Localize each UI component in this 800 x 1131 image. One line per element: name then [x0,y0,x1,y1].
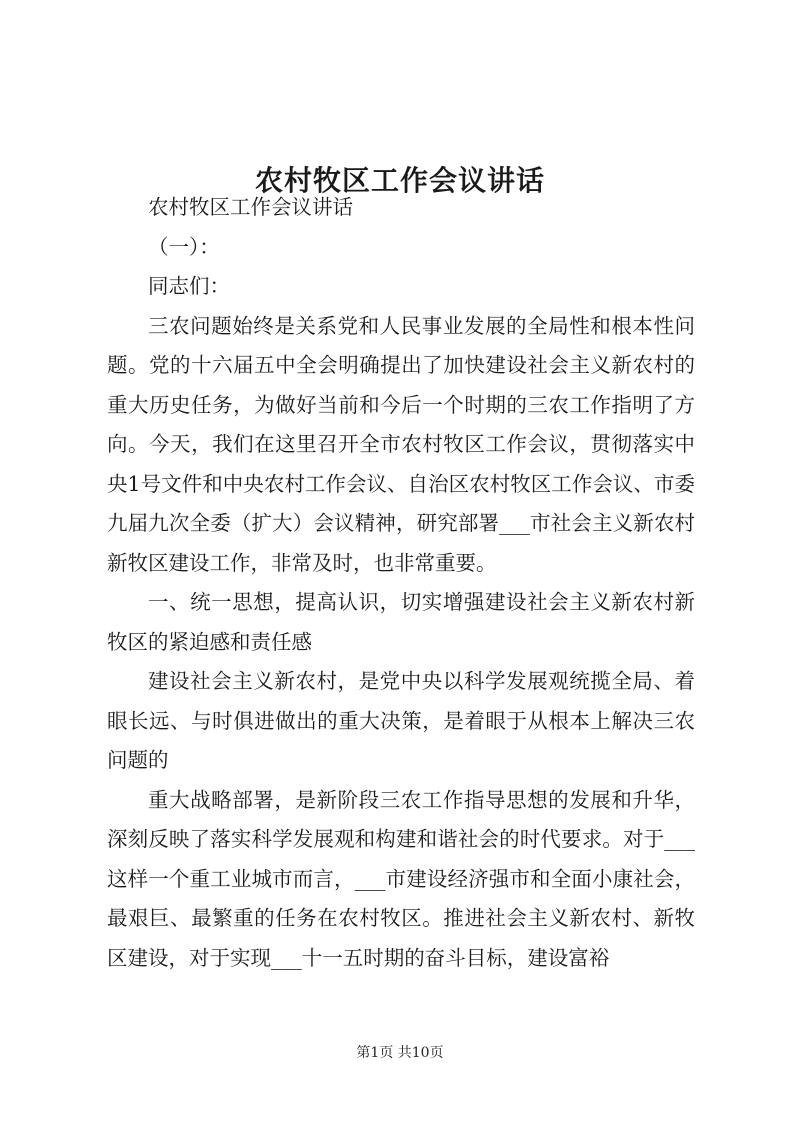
body-paragraph: 三农问题始终是关系党和人民事业发展的全局性和根本性问题。党的十六届五中全会明确提出了加快建设社会主义新农村的重大历史任务，为做好当前和今后一个时期的三农工作指明了方向。今天，我们在这里召开全市农村牧区工作会议，贯彻落实中央1号文件和中央农村工作会议、自治区农村牧区工作会议、市委九届九次全委（扩大）会议精神，研究部署___市社会主义新农村新牧区建设工作，非常及时，也非常重要。 [107,313,695,575]
body-paragraph: 建设社会主义新农村，是党中央以科学发展观统揽全局、着眼长远、与时俱进做出的重大决策，是着眼于从根本上解决三农问题的 [107,669,695,772]
page-footer: 第1页 共10页 [356,1045,444,1061]
salutation-paragraph: 同志们： [148,274,230,298]
body-paragraph: 重大战略部署，是新阶段三农工作指导思想的发展和升华，深刻反映了落实科学发展观和构建和谐社会的时代要求。对于___这样一个重工业城市而言，___市建设经济强市和全面小康社会，最艰巨、最繁重的任务在农村牧区。推进社会主义新农村、新牧区建设，对于实现___十一五时期的奋斗目标，建设富裕 [107,787,695,970]
subtitle-paragraph: 农村牧区工作会议讲话 [148,195,353,219]
document-title: 农村牧区工作会议讲话 [254,163,545,197]
section-heading-paragraph: 一、统一思想，提高认识，切实增强建设社会主义新农村新牧区的紧迫感和责任感 [107,590,695,654]
section-marker-paragraph: （一）： [148,234,220,259]
document-body [107,188,695,978]
